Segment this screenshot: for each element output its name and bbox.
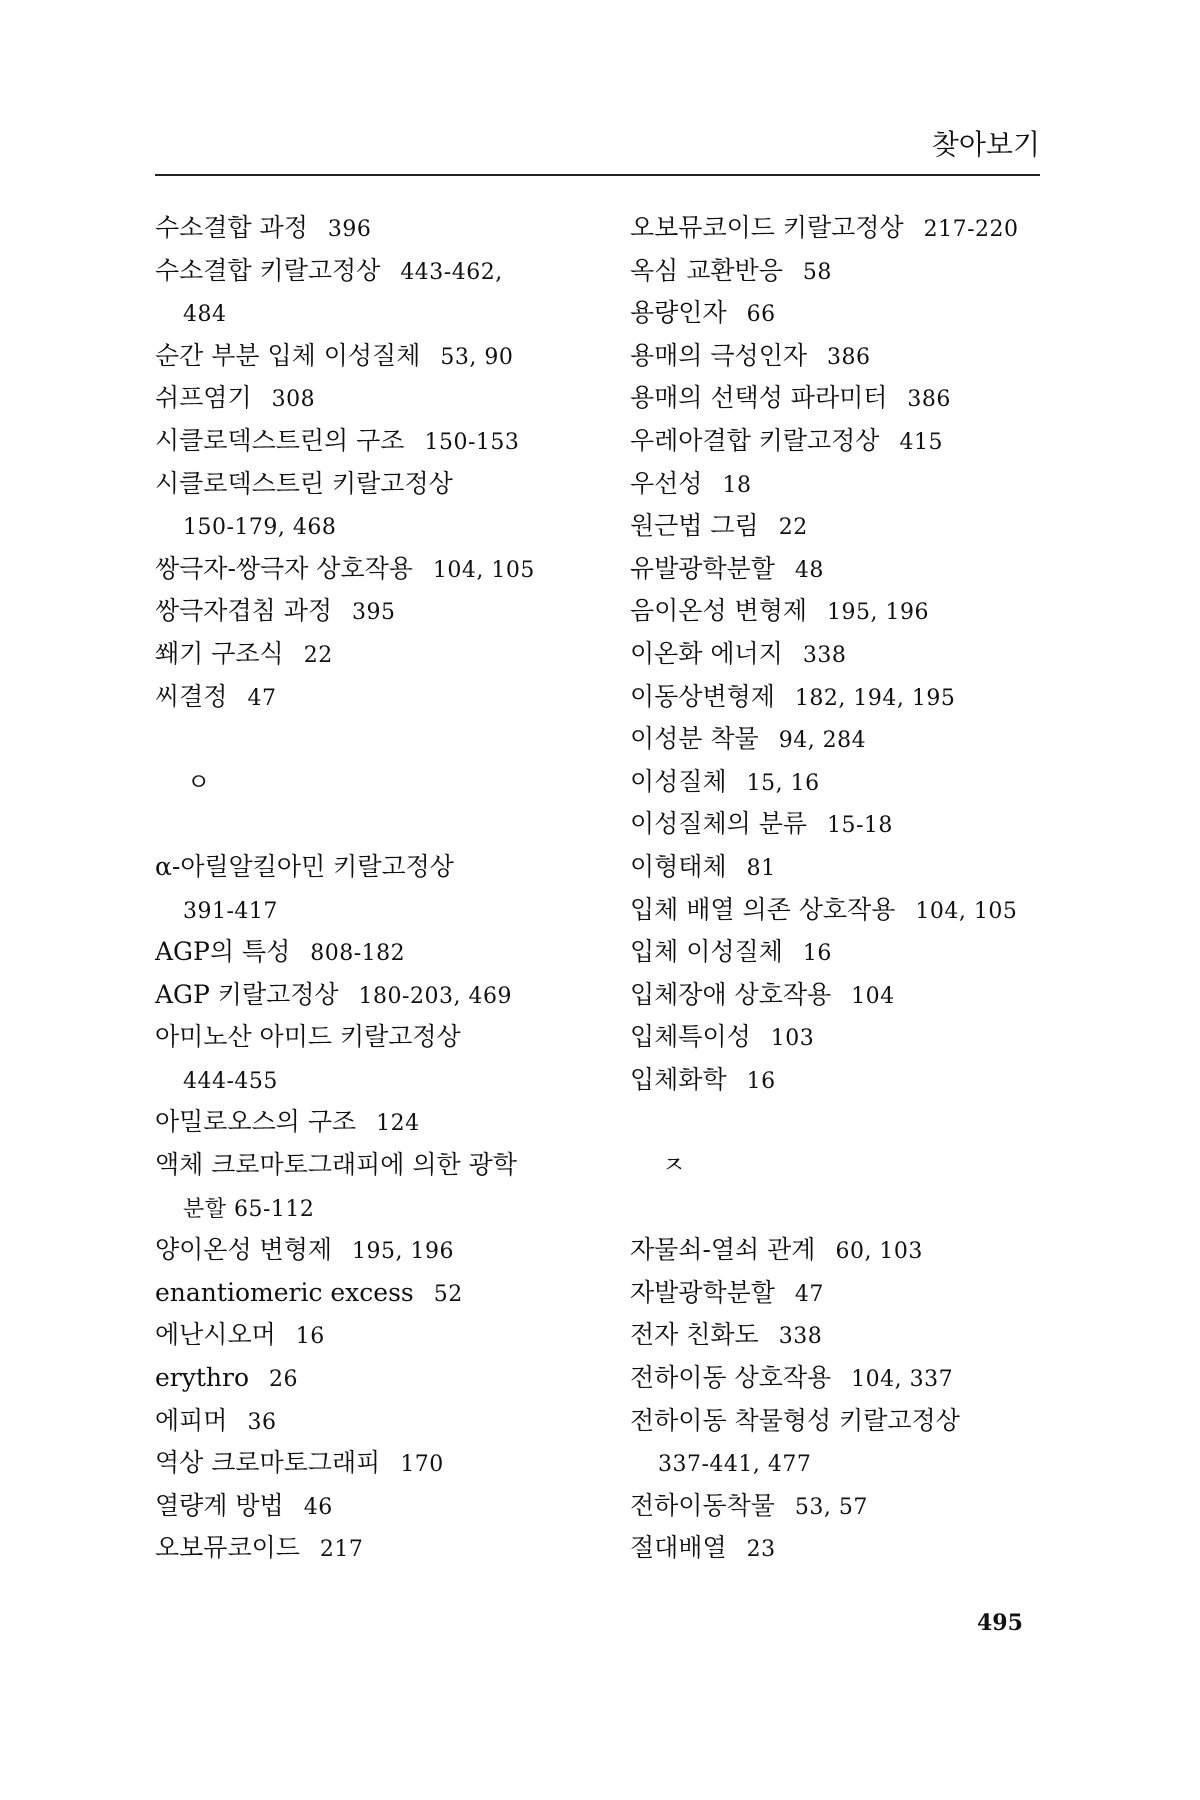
index-entry	[630, 505, 1080, 548]
entry-pages: 396	[327, 217, 372, 242]
index-entry	[630, 463, 1080, 506]
blank-line	[155, 803, 605, 846]
entry-term: 시클로덱스트린 키랄고정상	[155, 468, 453, 498]
entry-term: 이성분 착물	[630, 724, 759, 754]
entry-pages: 182, 194, 195	[794, 685, 956, 711]
entry-pages: 195, 196	[352, 1239, 454, 1265]
entry-pages: 22	[303, 642, 333, 668]
entry-pages: 104, 337	[851, 1367, 954, 1393]
entry-pages: 104, 105	[915, 898, 1018, 924]
entry-pages: 104	[851, 983, 895, 1009]
index-entry	[155, 1442, 605, 1485]
entry-pages: 58	[802, 259, 832, 285]
index-entry	[155, 463, 605, 506]
entry-term: 입체장애 상호작용	[630, 979, 832, 1009]
blank-line	[630, 1187, 1080, 1230]
entry-term: α-아릴알킬아민 키랄고정상	[155, 851, 454, 881]
index-entry	[630, 1527, 1080, 1570]
entry-pages: 217	[319, 1537, 364, 1563]
index-entry	[630, 548, 1080, 591]
index-entry	[630, 1016, 1080, 1059]
index-entry	[155, 1357, 605, 1400]
entry-term: 액체 크로마토그래피에 의한 광학	[155, 1150, 517, 1180]
entry-pages: 337-441, 477	[658, 1452, 812, 1478]
index-column-left	[155, 207, 605, 1570]
index-entry-continuation	[155, 889, 605, 932]
entry-pages: 386	[907, 387, 951, 413]
index-entry	[630, 1272, 1080, 1315]
index-entry	[630, 590, 1080, 633]
index-entry	[155, 377, 605, 420]
index-entry-continuation	[155, 292, 605, 335]
index-entry	[630, 633, 1080, 676]
page-title: 찾아보기	[931, 128, 1040, 161]
entry-term: 용매의 극성인자	[630, 340, 807, 370]
entry-pages: 16	[746, 1068, 776, 1094]
entry-pages: 66	[746, 302, 776, 328]
entry-term: 쌍극자겹침 과정	[155, 596, 332, 626]
entry-pages: 391-417	[183, 898, 278, 924]
entry-pages: 22	[778, 515, 808, 541]
entry-term: AGP 키랄고정상	[155, 979, 339, 1009]
entry-term: 자발광학분할	[630, 1277, 775, 1307]
index-entry	[155, 1016, 605, 1059]
entry-pages: 53, 57	[794, 1494, 868, 1520]
entry-pages: 150-179, 468	[183, 515, 337, 541]
entry-pages: 18	[722, 472, 752, 498]
entry-pages: 443-462,	[400, 259, 503, 285]
index-entry	[630, 761, 1080, 804]
entry-pages: 26	[269, 1367, 299, 1393]
entry-term: 시클로덱스트린의 구조	[155, 425, 405, 455]
entry-pages: 308	[271, 387, 316, 413]
page-number: 495	[977, 1610, 1023, 1636]
entry-pages: 484	[183, 302, 227, 328]
index-entry	[155, 250, 605, 293]
index-entry	[155, 931, 605, 974]
entry-term: 자물쇠-열쇠 관계	[630, 1235, 816, 1265]
entry-pages: 415	[899, 429, 943, 455]
index-entry	[630, 974, 1080, 1017]
index-entry	[155, 676, 605, 719]
entry-term: 절대배열	[630, 1533, 727, 1563]
entry-term: 원근법 그림	[630, 511, 759, 541]
index-entry	[155, 590, 605, 633]
index-entry	[630, 207, 1080, 250]
entry-pages: 36	[247, 1409, 277, 1435]
entry-term: 오보뮤코이드 키랄고정상	[630, 213, 904, 242]
index-entry	[155, 633, 605, 676]
blank-line	[155, 718, 605, 761]
entry-term: 이동상변형제	[630, 681, 775, 711]
index-entry	[155, 846, 605, 889]
entry-pages: 444-455	[183, 1068, 278, 1094]
entry-term: 우레아결합 키랄고정상	[630, 425, 880, 455]
entry-term: erythro	[155, 1363, 250, 1393]
entry-term: 입체특이성	[630, 1022, 751, 1052]
index-column-right	[630, 207, 1080, 1570]
entry-term: 옥심 교환반응	[630, 255, 783, 285]
entry-term: 입체 이성질체	[630, 937, 783, 967]
index-entry	[155, 1272, 605, 1315]
entry-term: 전자 친화도	[630, 1320, 759, 1350]
index-entry	[630, 889, 1080, 932]
entry-term: 오보뮤코이드	[155, 1533, 300, 1563]
entry-pages: 47	[794, 1281, 824, 1307]
entry-pages: 23	[746, 1537, 776, 1563]
entry-term: 용량인자	[630, 298, 727, 328]
entry-term: 입체 배열 의존 상호작용	[630, 894, 896, 924]
entry-pages: 124	[376, 1111, 420, 1137]
index-entry	[630, 1357, 1080, 1400]
entry-pages: 217-220	[923, 217, 1019, 242]
entry-pages: 104, 105	[432, 557, 535, 583]
entry-term: 이온화 에너지	[630, 638, 783, 668]
entry-pages: 46	[303, 1494, 333, 1520]
entry-term: 순간 부분 입체 이성질체	[155, 340, 421, 370]
entry-pages: 분할 65-112	[183, 1196, 315, 1222]
index-entry	[630, 1400, 1080, 1443]
index-entry	[155, 207, 605, 250]
entry-term: 입체화학	[630, 1064, 727, 1094]
index-entry	[630, 1059, 1080, 1102]
index-entry	[155, 335, 605, 378]
entry-term: 수소결합 과정	[155, 213, 308, 242]
index-entry	[155, 420, 605, 463]
index-entry	[630, 803, 1080, 846]
index-entry	[630, 1229, 1080, 1272]
index-entry	[155, 548, 605, 591]
entry-term: AGP의 특성	[155, 937, 291, 967]
index-entry	[155, 1485, 605, 1528]
entry-term: 유발광학분할	[630, 553, 775, 583]
entry-pages: 81	[746, 855, 776, 881]
entry-pages: 338	[802, 642, 847, 668]
entry-term: 용매의 선택성 파라미터	[630, 383, 888, 413]
entry-pages: 15, 16	[746, 770, 820, 796]
entry-pages: 195, 196	[827, 600, 929, 626]
page-header	[155, 128, 1040, 176]
entry-term: 역상 크로마토그래피	[155, 1448, 381, 1478]
entry-term: 전하이동 상호작용	[630, 1363, 832, 1393]
index-entry-continuation	[155, 1187, 605, 1230]
entry-pages: 53, 90	[440, 344, 514, 370]
entry-term: 쉬프염기	[155, 383, 252, 413]
entry-pages: 52	[433, 1281, 463, 1307]
index-entry-continuation	[155, 505, 605, 548]
entry-term: 쌍극자-쌍극자 상호작용	[155, 553, 413, 583]
index-entry-continuation	[155, 1059, 605, 1102]
index-entry	[630, 377, 1080, 420]
entry-pages: 15-18	[827, 813, 893, 839]
entry-term: 음이온성 변형제	[630, 596, 807, 626]
entry-term: 에피머	[155, 1405, 228, 1435]
entry-pages: 47	[247, 685, 277, 711]
entry-term: 이형태체	[630, 851, 727, 881]
index-entry	[155, 1400, 605, 1443]
entry-pages: 808-182	[310, 941, 406, 967]
index-entry	[630, 420, 1080, 463]
blank-line	[630, 1101, 1080, 1144]
section-heading: ㅈ	[662, 1151, 686, 1180]
entry-pages: 386	[827, 344, 871, 370]
entry-term: 전하이동착물	[630, 1490, 775, 1520]
index-entry	[630, 1314, 1080, 1357]
entry-term: 열량계 방법	[155, 1490, 284, 1520]
entry-pages: 338	[778, 1324, 823, 1350]
entry-term: 우선성	[630, 468, 703, 498]
index-entry	[155, 1101, 605, 1144]
index-entry	[630, 292, 1080, 335]
entry-term: 에난시오머	[155, 1320, 276, 1350]
index-entry	[630, 718, 1080, 761]
entry-term: 전하이동 착물형성 키랄고정상	[630, 1405, 960, 1435]
index-entry	[630, 676, 1080, 719]
index-entry	[630, 250, 1080, 293]
entry-pages: 395	[352, 600, 396, 626]
entry-pages: 180-203, 469	[358, 983, 512, 1009]
section-heading: ㅇ	[187, 767, 211, 796]
entry-pages: 48	[794, 557, 824, 583]
index-entry-continuation	[630, 1442, 1080, 1485]
entry-term: 이성질체의 분류	[630, 809, 807, 839]
index-entry	[155, 1314, 605, 1357]
entry-term: 이성질체	[630, 766, 727, 796]
entry-pages: 170	[400, 1452, 444, 1478]
entry-term: enantiomeric excess	[155, 1277, 414, 1307]
index-entry	[630, 335, 1080, 378]
entry-pages: 94, 284	[778, 728, 867, 754]
entry-term: 아미노산 아미드 키랄고정상	[155, 1022, 461, 1052]
index-entry	[155, 1144, 605, 1187]
entry-pages: 103	[770, 1026, 815, 1052]
entry-pages: 16	[295, 1324, 325, 1350]
index-entry	[630, 846, 1080, 889]
entry-pages: 150-153	[424, 429, 520, 455]
entry-term: 수소결합 키랄고정상	[155, 255, 381, 285]
index-entry	[155, 974, 605, 1017]
entry-term: 아밀로오스의 구조	[155, 1107, 357, 1137]
entry-term: 씨결정	[155, 681, 228, 711]
index-entry	[630, 1485, 1080, 1528]
index-entry	[155, 1229, 605, 1272]
index-entry	[630, 931, 1080, 974]
entry-pages: 60, 103	[835, 1239, 923, 1265]
entry-term: 양이온성 변형제	[155, 1235, 332, 1265]
entry-term: 쐐기 구조식	[155, 638, 284, 668]
index-entry	[155, 1527, 605, 1570]
entry-pages: 16	[802, 941, 832, 967]
